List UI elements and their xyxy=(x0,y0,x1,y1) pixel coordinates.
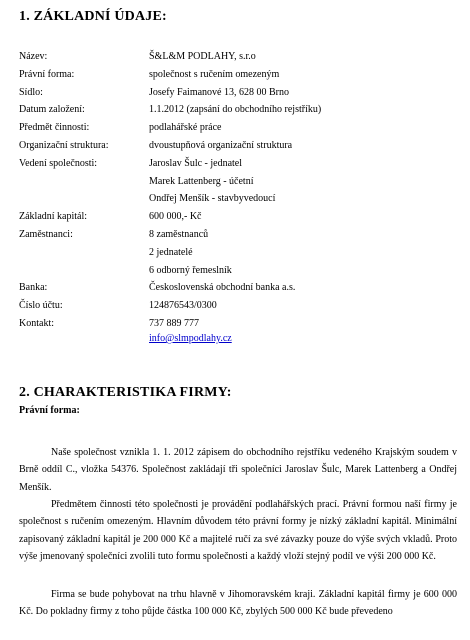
info-label: Banka: xyxy=(19,282,48,294)
info-row xyxy=(19,137,459,154)
paragraph-market: Firma se bude pohybovat na trhu hlavně v Jihomoravském kraji. Základní kapitál firmy je 600 000 Kč. Do pokladny firmy z toho půjde částka 100 000 Kč, zbylých 500 000 Kč bude převedeno xyxy=(19,589,457,618)
info-row xyxy=(19,226,459,243)
section-1-heading: 1. ZÁKLADNÍ ÚDAJE: xyxy=(19,9,167,24)
info-value: 124876543/0300 xyxy=(149,300,217,312)
info-value: Josefy Faimanové 13, 628 00 Brno xyxy=(149,86,289,98)
info-value: 6 odborný řemeslník xyxy=(149,264,232,276)
info-value: Marek Lattenberg - účetní xyxy=(149,175,254,187)
section-2-heading: 2. CHARAKTERISTIKA FIRMY: xyxy=(19,385,232,400)
info-value: dvoustupňová organizační struktura xyxy=(149,140,293,151)
info-row xyxy=(19,84,459,101)
info-label: Základní kapitál: xyxy=(19,211,88,223)
info-value: 8 zaměstnanců xyxy=(149,229,209,240)
info-row xyxy=(19,66,459,83)
info-value: 2 jednatelé xyxy=(149,246,193,258)
info-label: Název: xyxy=(19,51,48,62)
paragraph-founding: Naše společnost vznikla 1. 1. 2012 zápisem do obchodního rejstříku vedeného Krajským soudem v Brně oddíl C., vložka 54376. Společnost zakládají tři společníci Jaroslav Šulc, Marek Lattenberg a Ondřej Menšík. xyxy=(19,447,457,493)
email-link[interactable]: info@slmpodlahy.cz xyxy=(149,333,232,344)
info-label: Kontakt: xyxy=(19,318,54,329)
info-row xyxy=(19,279,459,296)
info-value: Československá obchodní banka a.s. xyxy=(149,282,296,294)
info-value: Š&L&M PODLAHY, s.r.o xyxy=(149,51,256,62)
info-value: Jaroslav Šulc - jednatel xyxy=(149,157,243,169)
email-row xyxy=(19,330,459,347)
info-row xyxy=(19,101,459,118)
info-value: Ondřej Menšík - stavbyvedoucí xyxy=(149,193,276,205)
info-label: Organizační struktura: xyxy=(19,140,109,151)
info-value: společnost s ručením omezeným xyxy=(149,68,280,80)
info-label: Právní forma: xyxy=(19,68,75,80)
legal-form-subheading: Právní forma: xyxy=(19,405,80,416)
info-row xyxy=(19,48,459,65)
info-row xyxy=(19,262,459,279)
info-row xyxy=(19,119,459,136)
info-label: Datum založení: xyxy=(19,104,85,116)
info-row xyxy=(19,190,459,207)
info-row xyxy=(19,208,459,225)
info-label: Číslo účtu: xyxy=(19,300,63,312)
info-label: Zaměstnanci: xyxy=(19,229,73,240)
info-row xyxy=(19,173,459,190)
info-value: 737 889 777 xyxy=(149,318,199,329)
info-label: Vedení společnosti: xyxy=(19,157,98,169)
info-value: 1.1.2012 (zapsání do obchodního rejstříku) xyxy=(149,104,322,116)
info-value: podlahářské práce xyxy=(149,122,222,134)
info-row xyxy=(19,244,459,261)
paragraph-legal-form: Předmětem činnosti této společnosti je provádění podlahářských prací. Právní formou naší firmy je společnost s ručením omezeným. Hlavním důvodem této právní formy je nízký základní kapitál. Minimální zapisovaný základní kapitál je 200 000 Kč a majitelé ručí za své závazky pouze do výše svých vkladů. Proto výše jmenovaný společníci zvolili tuto formu společnosti a každý vloží stejný podíl ve výši 200 000 Kč. xyxy=(19,499,457,562)
info-row xyxy=(19,155,459,172)
info-row xyxy=(19,297,459,314)
info-label: Předmět činnosti: xyxy=(19,122,90,134)
info-value: 600 000,- Kč xyxy=(149,211,202,223)
info-label: Sídlo: xyxy=(19,86,43,98)
